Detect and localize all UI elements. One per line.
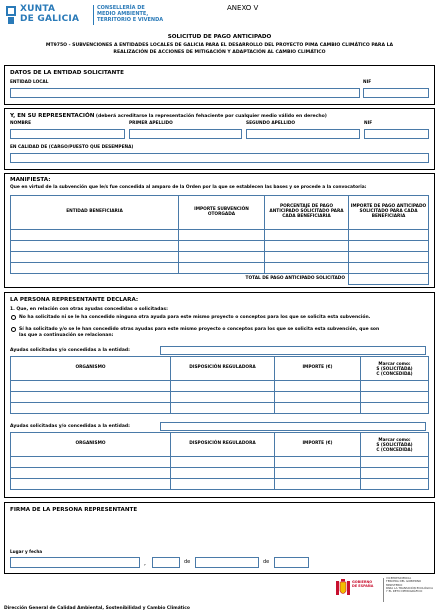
section-signature <box>4 502 435 574</box>
total-amount-cell[interactable] <box>349 274 429 285</box>
table-cell[interactable] <box>171 479 275 490</box>
col-mark <box>361 357 429 381</box>
procedure-line2: REALIZACIÓN DE ACCIONES DE MITIGACIÓN Y ADAPTACIÓN AL CAMBIO CLIMÁTICO <box>113 50 326 55</box>
surname1-label: PRIMER APELLIDO <box>129 121 173 126</box>
table-cell[interactable] <box>265 263 349 274</box>
department-line3: TERRITORIO E VIVENDA <box>97 17 164 23</box>
signature-title: FIRMA DE LA PERSONA REPRESENTANTE <box>10 507 138 513</box>
mark-line2: S (SOLICITADA) <box>376 365 413 371</box>
mark-line3: C (CONCEDIDA) <box>376 371 413 377</box>
table-cell[interactable] <box>349 252 429 263</box>
table-row <box>11 252 429 263</box>
table-cell[interactable] <box>11 468 171 479</box>
table-cell[interactable] <box>171 392 275 403</box>
department-line2: MEDIO AMBIENTE, <box>97 11 149 17</box>
col-organism: ORGANISMO <box>11 433 171 457</box>
col-regulation: DISPOSICIÓN REGULADORA <box>171 433 275 457</box>
de-separator-1: de <box>184 559 191 565</box>
table-cell[interactable] <box>361 479 429 490</box>
col-advance-amount: IMPORTE DE PAGO ANTICIPADO SOLICITADO PARA CADA BENEFICIARIA <box>349 196 429 230</box>
option-no-aid-text: No ha solicitado ni se le ha concedido ninguna otra ayuda para este mismo proyecto o conceptos para los que se solicita esta subvención. <box>19 315 371 320</box>
manifests-title: MANIFIESTA: <box>10 177 51 183</box>
declares-item1: 1. Que, en relación con otras ayudas concedidas o solicitadas: <box>10 307 168 312</box>
entity-nif-label: NIF <box>363 80 372 85</box>
gov-line2: DE ESPAÑA <box>352 583 374 588</box>
role-label: EN CALIDAD DE (CARGO/PUESTO QUE DESEMPEÑA) <box>10 145 134 150</box>
annex-label: ANEXO V <box>227 4 259 12</box>
department-name <box>97 5 163 23</box>
table-row <box>11 457 429 468</box>
table-cell[interactable] <box>349 241 429 252</box>
table-cell[interactable] <box>171 457 275 468</box>
table-cell[interactable] <box>179 263 265 274</box>
table-cell[interactable] <box>361 403 429 414</box>
comma-separator: , <box>144 560 146 567</box>
table-cell[interactable] <box>171 468 275 479</box>
representative-title-note: (deberá acreditarse la representación fehaciente por cualquier medio válido en derecho) <box>95 114 327 119</box>
option-yes-aid-line2: las que a continuación se relacionan: <box>19 333 114 338</box>
surname2-label: SEGUNDO APELLIDO <box>246 121 296 126</box>
entity-nif-input[interactable] <box>363 88 429 98</box>
logo-brand-line1: XUNTA <box>20 4 56 14</box>
ministry-line5: Y EL RETO DEMOGRÁFICO <box>386 589 423 594</box>
manifests-statement: Que en virtud de la subvención que le/s fue concedida al amparo de la Orden por la que se establecen las bases y se procede a la convocatoria: <box>10 185 367 190</box>
requested-label-2: Ayudas solicitadas y/o concedidas a la entidad: <box>10 424 130 429</box>
table-cell[interactable] <box>349 263 429 274</box>
requested-input-1[interactable] <box>160 346 426 355</box>
ministry-line2: TERCERA DEL GOBIERNO <box>386 579 422 584</box>
mark-line1: Marcar como: <box>378 436 411 442</box>
month-input[interactable] <box>195 557 259 568</box>
table-cell[interactable] <box>171 403 275 414</box>
place-input[interactable] <box>10 557 140 568</box>
total-row <box>11 274 429 285</box>
radio-yes-aid[interactable] <box>11 327 16 332</box>
mark-line2: S (SOLICITADA) <box>376 441 413 447</box>
local-entity-label: ENTIDAD LOCAL <box>10 80 49 85</box>
table-cell[interactable] <box>11 403 171 414</box>
col-organism: ORGANISMO <box>11 357 171 381</box>
directorate-text: Dirección General de Calidad Ambiental, Sostenibilidad y Cambio Climático <box>4 606 190 611</box>
xunta-logo <box>4 4 84 26</box>
declares-title: LA PERSONA REPRESENTANTE DECLARA: <box>10 297 139 303</box>
form-title: SOLICITUD DE PAGO ANTICIPADO <box>167 34 272 40</box>
table-cell[interactable] <box>275 468 361 479</box>
ministry-line4: PARA LA TRANSICIÓN ECOLÓGICA <box>386 586 434 591</box>
col-mark <box>361 433 429 457</box>
table-cell[interactable] <box>171 381 275 392</box>
name-input[interactable] <box>10 129 125 139</box>
col-advance-percentage: PORCENTAJE DE PAGO ANTICIPADO SOLICITADO PARA CADA BENEFICIARIA <box>265 196 349 230</box>
local-entity-input[interactable] <box>10 88 360 98</box>
table-cell[interactable] <box>361 468 429 479</box>
table-cell[interactable] <box>179 230 265 241</box>
table-cell[interactable] <box>361 392 429 403</box>
table-cell[interactable] <box>11 392 171 403</box>
procedure-line1: MT975O - SUBVENCIONES A ENTIDADES LOCALES DE GALICIA PARA EL DESARROLLO DEL PROYECTO PIMA CAMBIO CLIMÁTICO PARA LA <box>45 43 394 48</box>
surname2-input[interactable] <box>246 129 360 139</box>
table-cell[interactable] <box>11 457 171 468</box>
day-input[interactable] <box>152 557 180 568</box>
mark-line1: Marcar como: <box>378 360 411 366</box>
table-row <box>11 241 429 252</box>
table-cell[interactable] <box>179 241 265 252</box>
table-cell[interactable] <box>265 241 349 252</box>
col-amount: IMPORTE (€) <box>275 357 361 381</box>
table-row <box>11 263 429 274</box>
col-regulation: DISPOSICIÓN REGULADORA <box>171 357 275 381</box>
table-cell[interactable] <box>265 252 349 263</box>
requested-input-2[interactable] <box>160 422 426 431</box>
rep-nif-input[interactable] <box>364 129 429 139</box>
aid-table-2 <box>10 432 429 490</box>
table-cell[interactable] <box>275 392 361 403</box>
table-cell[interactable] <box>11 479 171 490</box>
spain-coat-of-arms-icon <box>336 579 350 599</box>
section-representative-title <box>10 113 327 119</box>
logo-brand-line2: DE GALICIA <box>20 14 80 24</box>
table-cell[interactable] <box>11 252 179 263</box>
gov-name <box>352 581 373 589</box>
ministry-line1: VICEPRESIDENCIA <box>386 576 412 580</box>
place-date-label: Lugar y fecha <box>10 549 43 554</box>
de-separator-2: de <box>263 559 270 565</box>
representative-title: Y, EN SU REPRESENTACIÓN <box>10 113 95 119</box>
ministry-line3: MINISTERIO <box>386 582 403 587</box>
table-cell[interactable] <box>275 457 361 468</box>
table-cell[interactable] <box>275 403 361 414</box>
requested-label-1: Ayudas solicitadas y/o concedidas a la entidad: <box>10 348 130 353</box>
name-label: NOMBRE <box>10 121 32 126</box>
year-input[interactable] <box>274 557 309 568</box>
role-input[interactable] <box>10 153 429 163</box>
aid-table-1 <box>10 356 429 414</box>
option-yes-aid-line1: Sí ha solicitado y/o se le han concedido otras ayudas para este mismo proyecto o conceptos para los que se solicita esta subvención, que son <box>19 327 380 332</box>
spain-government-logo <box>336 576 436 604</box>
table-cell[interactable] <box>11 241 179 252</box>
col-granted-amount: IMPORTE SUBVENCIÓN OTORGADA <box>179 196 265 230</box>
table-row <box>11 479 429 490</box>
table-row <box>11 381 429 392</box>
ministry-divider <box>383 578 384 602</box>
table-row <box>11 392 429 403</box>
table-row <box>11 230 429 241</box>
table-cell[interactable] <box>275 479 361 490</box>
total-label: TOTAL DE PAGO ANTICIPADO SOLICITADO <box>245 275 345 281</box>
section-representative <box>4 108 435 170</box>
surname1-input[interactable] <box>129 129 242 139</box>
table-cell[interactable] <box>265 230 349 241</box>
table-row <box>11 403 429 414</box>
table-cell[interactable] <box>179 252 265 263</box>
table-cell[interactable] <box>11 230 179 241</box>
gov-line1: GOBIERNO <box>352 580 373 584</box>
table-cell[interactable] <box>275 381 361 392</box>
rep-nif-label: NIF <box>364 121 373 126</box>
table-cell[interactable] <box>349 230 429 241</box>
table-cell[interactable] <box>11 263 179 274</box>
department-line1: CONSELLERÍA DE <box>97 5 145 11</box>
radio-no-aid[interactable] <box>11 315 16 320</box>
mark-line3: C (CONCEDIDA) <box>376 447 413 453</box>
table-cell[interactable] <box>361 457 429 468</box>
table-row <box>11 468 429 479</box>
ministry-name <box>386 577 433 594</box>
subsidy-table <box>10 195 429 285</box>
logo-divider <box>93 5 94 25</box>
section-entity-title: DATOS DE LA ENTIDAD SOLICITANTE <box>10 70 124 76</box>
table-cell[interactable] <box>361 381 429 392</box>
col-amount: IMPORTE (€) <box>275 433 361 457</box>
section-entity <box>4 65 435 105</box>
xunta-emblem-icon <box>4 5 18 25</box>
table-cell[interactable] <box>11 381 171 392</box>
col-beneficiary: ENTIDAD BENEFICIARIA <box>11 196 179 230</box>
